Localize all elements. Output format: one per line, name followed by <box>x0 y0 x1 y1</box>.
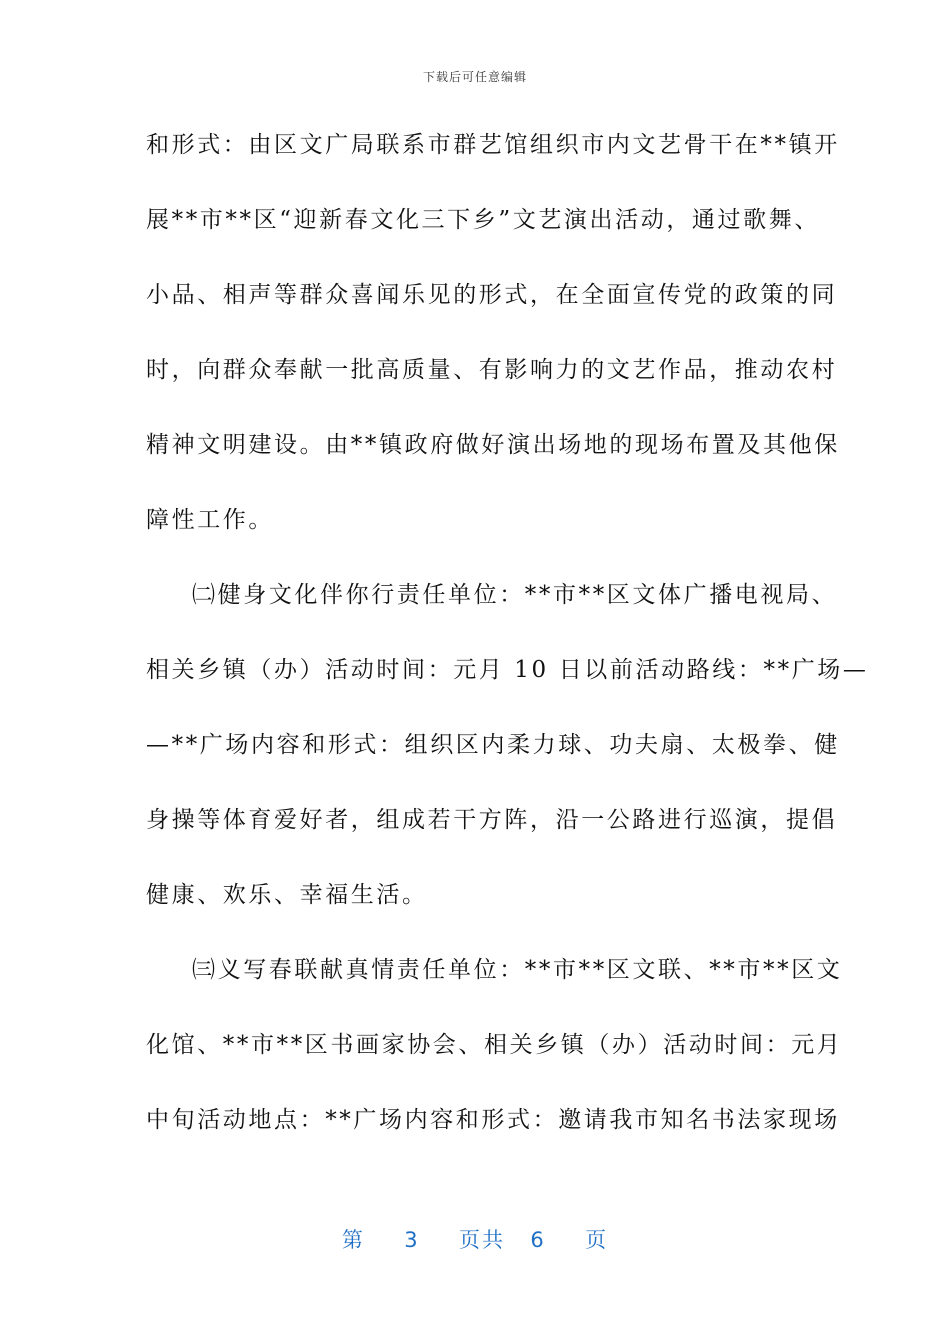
current-page-number: 3 <box>404 1228 420 1252</box>
text-line: 小品、相声等群众喜闻乐见的形式，在全面宣传党的政策的同 <box>146 282 838 308</box>
text-line: 时，向群众奉献一批高质量、有影响力的文艺作品，推动农村 <box>146 357 838 383</box>
page-suffix: 页 <box>585 1228 609 1252</box>
document-body <box>146 108 869 1158</box>
page-footer <box>0 1224 950 1254</box>
text-line: 展**市**区“迎新春文化三下乡”文艺演出活动，通过歌舞、 <box>146 207 820 233</box>
total-page-count: 6 <box>530 1228 546 1252</box>
text-line: 健康、欢乐、幸福生活。 <box>146 882 428 908</box>
text-line: 身操等体育爱好者，组成若干方阵，沿一公路进行巡演，提倡 <box>146 807 838 833</box>
text-line: 中旬活动地点：**广场内容和形式：邀请我市知名书法家现场 <box>146 1107 840 1133</box>
text-line: 化馆、**市**区书画家协会、相关乡镇（办）活动时间：元月 <box>146 1032 843 1058</box>
text-line: 相关乡镇（办）活动时间：元月 10 日以前活动路线：**广场— <box>146 657 869 683</box>
text-line: ㈡健身文化伴你行责任单位：**市**区文体广播电视局、 <box>192 582 838 608</box>
page-prefix: 第 <box>341 1228 365 1252</box>
text-line: —**广场内容和形式：组织区内柔力球、功夫扇、太极拳、健 <box>146 732 840 758</box>
text-line: 障性工作。 <box>146 507 274 533</box>
text-line: 精神文明建设。由**镇政府做好演出场地的现场布置及其他保 <box>146 432 840 458</box>
text-line: ㈢义写春联献真情责任单位：**市**区文联、**市**区文 <box>192 957 843 983</box>
page-middle: 页共 <box>459 1228 505 1252</box>
page-header: 下载后可任意编辑 <box>422 70 527 84</box>
text-line: 和形式：由区文广局联系市群艺馆组织市内文艺骨干在**镇开 <box>146 132 840 158</box>
